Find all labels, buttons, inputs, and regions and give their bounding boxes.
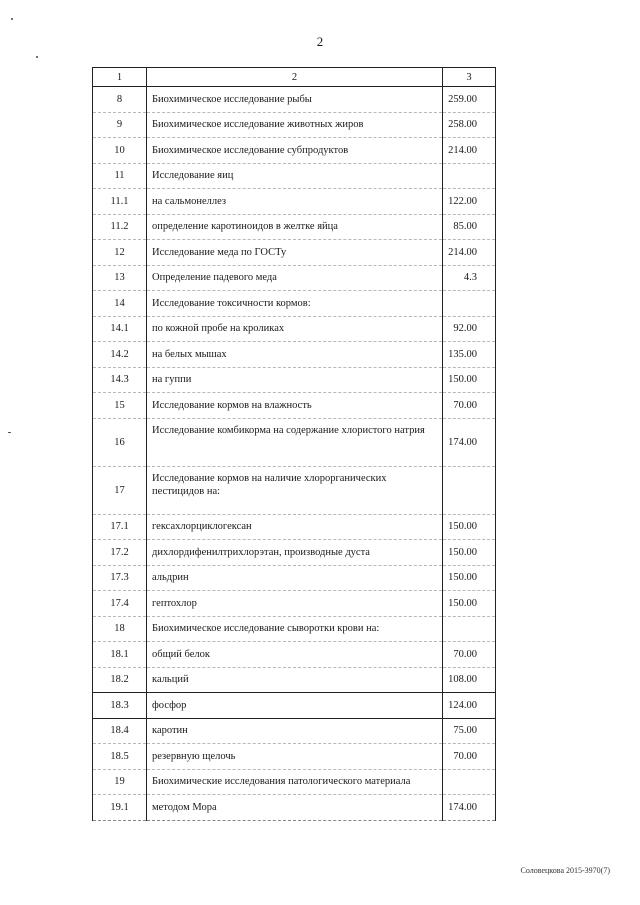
table-row — [93, 367, 496, 393]
header-cell-1: 1 — [93, 68, 147, 87]
row-description: Исследование кормов на влажность — [147, 393, 443, 419]
table-row — [93, 87, 496, 113]
row-number: 18.2 — [93, 667, 147, 693]
row-description: каротин — [147, 718, 443, 744]
row-price: 174.00 — [443, 418, 496, 466]
row-description: Исследование меда по ГОСТу — [147, 240, 443, 266]
row-number: 18.4 — [93, 718, 147, 744]
row-price: 124.00 — [443, 693, 496, 719]
row-description: по кожной пробе на кроликах — [147, 316, 443, 342]
price-table — [92, 67, 496, 821]
table-row — [93, 393, 496, 419]
table-row — [93, 540, 496, 566]
row-number: 17.1 — [93, 514, 147, 540]
row-number: 8 — [93, 87, 147, 113]
row-description: на белых мышах — [147, 342, 443, 368]
row-description: определение каротиноидов в желтке яйца — [147, 214, 443, 240]
row-price: 150.00 — [443, 565, 496, 591]
row-price: 85.00 — [443, 214, 496, 240]
row-number: 17.3 — [93, 565, 147, 591]
row-number: 17.2 — [93, 540, 147, 566]
table-row — [93, 565, 496, 591]
table-row — [93, 342, 496, 368]
row-number: 17.4 — [93, 591, 147, 617]
row-number: 17 — [93, 466, 147, 514]
row-number: 13 — [93, 265, 147, 291]
table-row — [93, 514, 496, 540]
table-row — [93, 693, 496, 719]
row-price: 108.00 — [443, 667, 496, 693]
row-number: 14 — [93, 291, 147, 317]
row-description: Биохимическое исследование рыбы — [147, 87, 443, 113]
row-number: 19 — [93, 769, 147, 795]
table-row — [93, 291, 496, 317]
table-row — [93, 616, 496, 642]
table-row — [93, 316, 496, 342]
row-description: резервную щелочь — [147, 744, 443, 770]
row-description: Исследование кормов на наличие хлорорганических пестицидов на: — [147, 466, 443, 514]
row-price: 4.3 — [443, 265, 496, 291]
table-row — [93, 466, 496, 514]
row-number: 14.1 — [93, 316, 147, 342]
row-description: гептохлор — [147, 591, 443, 617]
row-number: 12 — [93, 240, 147, 266]
table-row — [93, 214, 496, 240]
row-price: 214.00 — [443, 240, 496, 266]
scan-speck — [36, 56, 38, 58]
row-price: 150.00 — [443, 591, 496, 617]
row-price: 258.00 — [443, 112, 496, 138]
row-number: 11.1 — [93, 189, 147, 215]
table-row — [93, 163, 496, 189]
footer-reference: Соловецкова 2015-3970(7) — [520, 866, 610, 875]
table-row — [93, 718, 496, 744]
row-description: Определение падевого меда — [147, 265, 443, 291]
row-price: 150.00 — [443, 540, 496, 566]
table-row — [93, 138, 496, 164]
row-description: Исследование токсичности кормов: — [147, 291, 443, 317]
row-price: 150.00 — [443, 367, 496, 393]
row-number: 18 — [93, 616, 147, 642]
row-description: Исследование яиц — [147, 163, 443, 189]
row-price: 70.00 — [443, 744, 496, 770]
header-cell-3: 3 — [443, 68, 496, 87]
row-number: 11.2 — [93, 214, 147, 240]
row-description: Биохимическое исследование субпродуктов — [147, 138, 443, 164]
table-row — [93, 744, 496, 770]
row-number: 11 — [93, 163, 147, 189]
row-description: гексахлорциклогексан — [147, 514, 443, 540]
row-price: 150.00 — [443, 514, 496, 540]
scan-speck — [8, 432, 11, 433]
row-description: Биохимическое исследование животных жиров — [147, 112, 443, 138]
row-price — [443, 291, 496, 317]
row-description: фосфор — [147, 693, 443, 719]
row-description: на сальмонеллез — [147, 189, 443, 215]
table-row — [93, 667, 496, 693]
table-header-row — [93, 68, 496, 87]
row-price: 122.00 — [443, 189, 496, 215]
row-description: Биохимические исследования патологического материала — [147, 769, 443, 795]
row-description: общий белок — [147, 642, 443, 668]
row-description: методом Мора — [147, 795, 443, 821]
row-number: 18.5 — [93, 744, 147, 770]
row-number: 14.3 — [93, 367, 147, 393]
table-row — [93, 265, 496, 291]
row-price: 214.00 — [443, 138, 496, 164]
price-table-body — [93, 68, 496, 821]
row-number: 18.1 — [93, 642, 147, 668]
row-description: дихлордифенилтрихлорэтан, производные дуста — [147, 540, 443, 566]
row-description: альдрин — [147, 565, 443, 591]
row-number: 14.2 — [93, 342, 147, 368]
table-row — [93, 418, 496, 466]
row-price — [443, 466, 496, 514]
header-cell-2: 2 — [147, 68, 443, 87]
table-row — [93, 112, 496, 138]
row-price: 92.00 — [443, 316, 496, 342]
table-row — [93, 240, 496, 266]
row-description: Биохимическое исследование сыворотки крови на: — [147, 616, 443, 642]
row-number: 10 — [93, 138, 147, 164]
row-number: 9 — [93, 112, 147, 138]
row-number: 16 — [93, 418, 147, 466]
table-row — [93, 591, 496, 617]
row-number: 15 — [93, 393, 147, 419]
row-description: Исследование комбикорма на содержание хлористого натрия — [147, 418, 443, 466]
row-number: 19.1 — [93, 795, 147, 821]
scan-speck — [11, 18, 13, 20]
row-price — [443, 163, 496, 189]
row-price: 70.00 — [443, 642, 496, 668]
row-description: кальций — [147, 667, 443, 693]
row-price: 75.00 — [443, 718, 496, 744]
row-price: 135.00 — [443, 342, 496, 368]
row-price: 174.00 — [443, 795, 496, 821]
row-price: 259.00 — [443, 87, 496, 113]
table-row — [93, 795, 496, 821]
row-price: 70.00 — [443, 393, 496, 419]
row-number: 18.3 — [93, 693, 147, 719]
row-price — [443, 616, 496, 642]
row-description: на гуппи — [147, 367, 443, 393]
row-price — [443, 769, 496, 795]
table-row — [93, 769, 496, 795]
page-number: 2 — [316, 34, 324, 49]
table-row — [93, 189, 496, 215]
table-row — [93, 642, 496, 668]
